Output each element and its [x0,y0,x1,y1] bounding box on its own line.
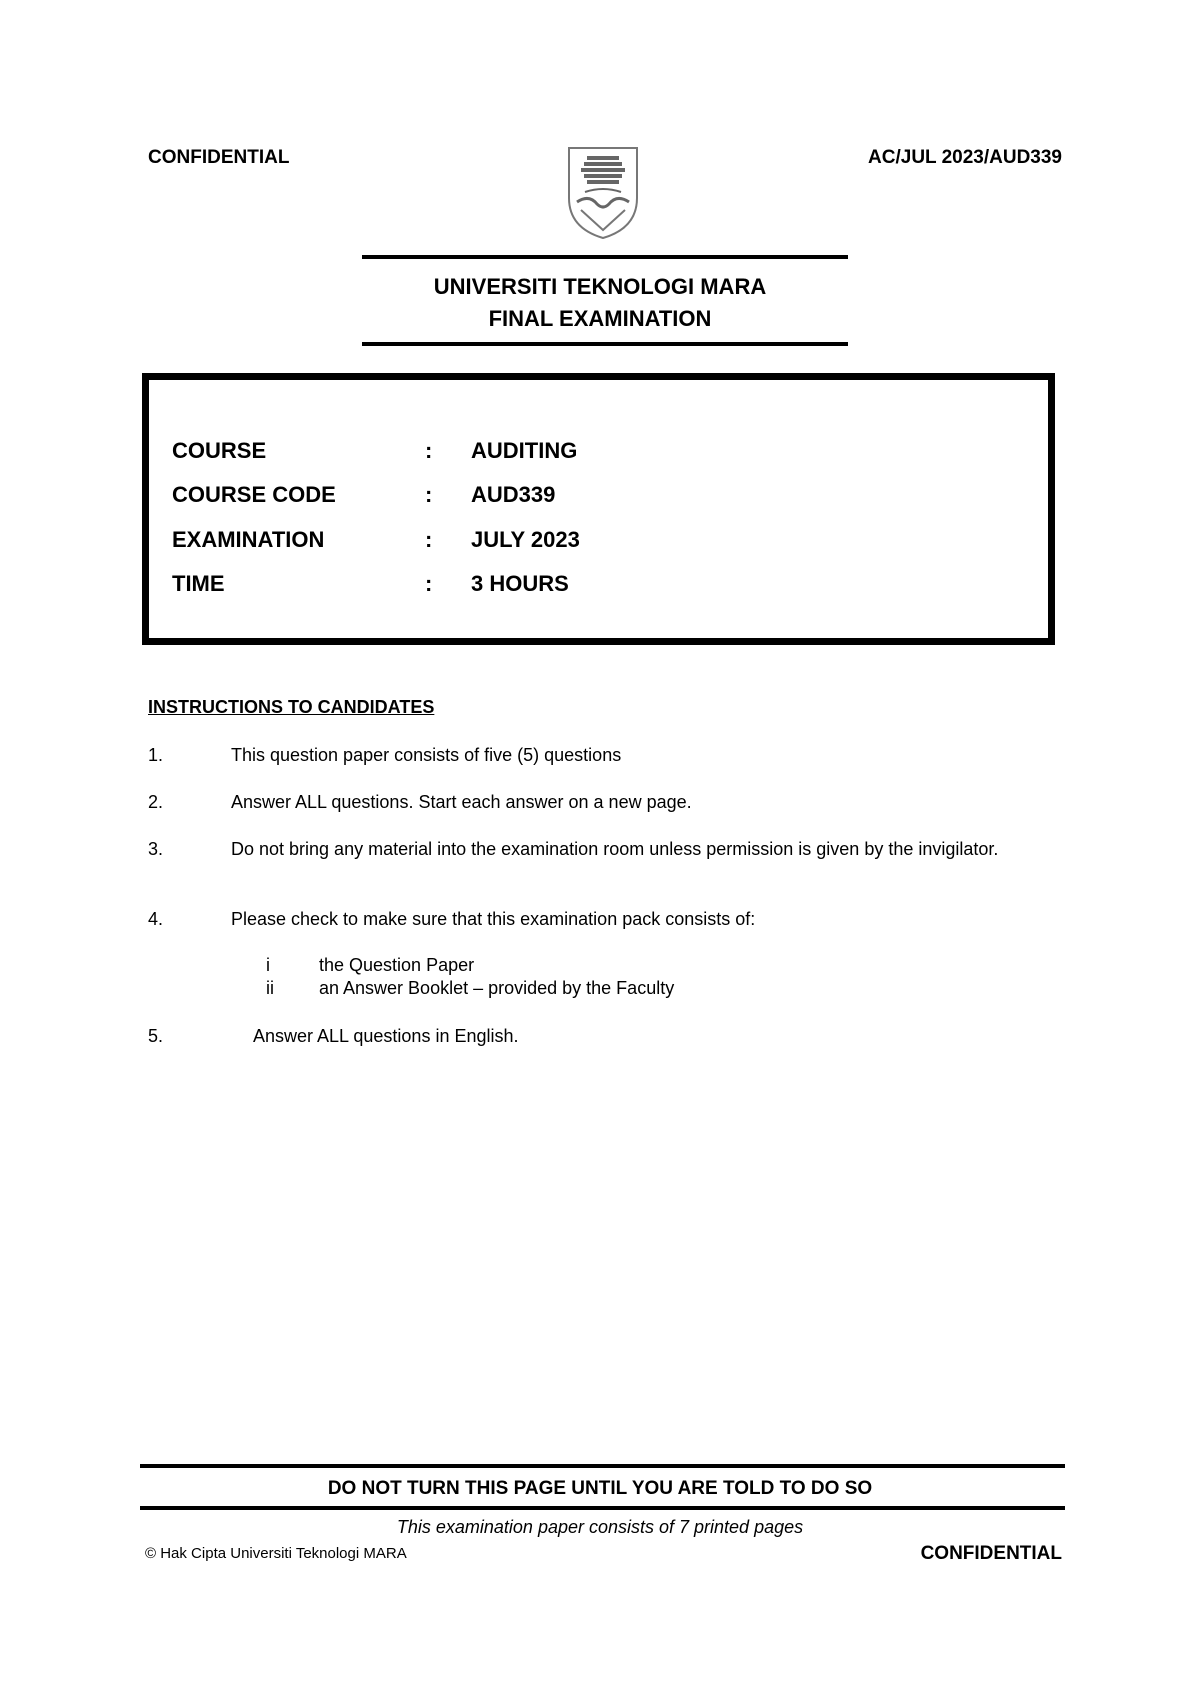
instruction-text: Do not bring any material into the examination room unless permission is given by the invigilator. [231,839,999,859]
instruction-number: 3. [148,839,164,859]
detail-value: JULY 2023 [471,527,580,552]
instructions-heading: INSTRUCTIONS TO CANDIDATES [148,697,435,717]
instruction-text: Answer ALL questions. Start each answer on a new page. [231,792,692,812]
sub-item-number: ii [266,978,274,998]
footer-rule-bottom [140,1506,1065,1510]
detail-label: COURSE [172,438,267,463]
detail-separator: : [425,438,433,463]
detail-value: 3 HOURS [471,571,569,596]
detail-label: COURSE CODE [172,482,336,507]
instruction-number: 5. [148,1026,164,1046]
exam-type: FINAL EXAMINATION [488,306,712,331]
sub-item-text: an Answer Booklet – provided by the Faculty [319,978,675,998]
course-details-box [142,373,1055,645]
title-rule-top [362,255,848,259]
instruction-number: 2. [148,792,164,812]
detail-value: AUDITING [471,438,578,463]
confidential-label-bottom: CONFIDENTIAL [920,1543,1062,1564]
uitm-crest-icon [563,142,643,242]
reference-code: AC/JUL 2023/AUD339 [868,147,1062,168]
copyright-notice: © Hak Cipta Universiti Teknologi MARA [145,1545,407,1562]
confidential-label-top: CONFIDENTIAL [148,147,290,168]
sub-item-number: i [266,955,270,975]
instruction-number: 1. [148,745,164,765]
footer-rule-top [140,1464,1065,1468]
page-count-note: This examination paper consists of 7 printed pages [396,1517,804,1537]
instruction-text: This question paper consists of five (5) questions [231,745,622,765]
sub-item-text: the Question Paper [319,955,475,975]
instruction-number: 4. [148,909,164,929]
instruction-text: Please check to make sure that this examination pack consists of: [231,909,756,929]
detail-separator: : [425,482,433,507]
detail-separator: : [425,571,433,596]
instruction-text: Answer ALL questions in English. [253,1026,519,1046]
detail-separator: : [425,527,433,552]
university-name: UNIVERSITI TEKNOLOGI MARA [433,274,767,299]
detail-label: TIME [172,571,225,596]
do-not-turn-warning: DO NOT TURN THIS PAGE UNTIL YOU ARE TOLD TO DO SO [327,1478,873,1499]
detail-value: AUD339 [471,482,556,507]
title-rule-bottom [362,342,848,346]
detail-label: EXAMINATION [172,527,325,552]
